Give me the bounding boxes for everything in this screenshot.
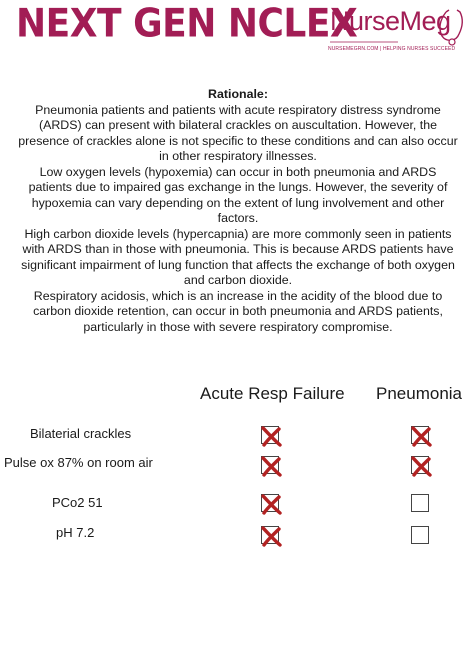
x-mark-icon [409,424,433,448]
rationale-paragraph: Low oxygen levels (hypoxemia) can occur in both pneumonia and ARDS patients due to impaired gas exchange in the lungs. However, the severity of hypoxemia can vary depending on the extent of lung involvement and other factors. [28,164,448,225]
row-label-bilateral-crackles: Bilaterial crackles [30,426,132,441]
brand-tagline-text: HELPING NURSES SUCCEED [382,46,456,52]
brand-tagline [328,46,455,52]
x-mark-icon [259,454,283,478]
checkbox-checked[interactable] [411,456,429,474]
rationale-paragraph: High carbon dioxide levels (hypercapnia) are more commonly seen in patients with ARDS than in those with pneumonia. This is because ARDS patients have significant impairment of lung function that affects the exchange of both oxygen and carbon dioxide. [21,226,455,287]
brand-divider: | [380,46,383,52]
checkbox-unchecked[interactable] [411,494,429,512]
brand-logo [328,6,468,56]
column-header-pneumonia: Pneumonia [376,384,463,403]
rationale-paragraph: Respiratory acidosis, which is an increase in the acidity of the blood due to carbon dioxide retention, can occur in both pneumonia and ARDS patients, particularly in those with severe respiratory compromise. [33,288,443,334]
checkbox-checked[interactable] [411,426,429,444]
x-mark-icon [259,424,283,448]
checkbox-checked[interactable] [261,426,279,444]
x-mark-icon [409,454,433,478]
stethoscope-icon [328,6,468,48]
page-title: NEXT GEN NCLEX [16,2,358,47]
rationale-heading: Rationale: [208,87,268,101]
rationale-section [18,87,458,335]
checkbox-checked[interactable] [261,456,279,474]
checkbox-checked[interactable] [261,494,279,512]
column-header-acute-resp-failure: Acute Resp Failure [200,384,345,403]
brand-url: NURSEMEGRN.COM [328,46,379,52]
row-label-pulse-ox: Pulse ox 87% on room air [4,455,153,470]
x-mark-icon [259,524,283,548]
row-label-pco2: PCo2 51 [52,495,103,510]
rationale-paragraph: Pneumonia patients and patients with acute respiratory distress syndrome (ARDS) can present with bilateral crackles on auscultation. However, the presence of crackles alone is not specific to these conditions and can also occur in other respiratory illnesses. [18,102,458,163]
checkbox-unchecked[interactable] [411,526,429,544]
x-mark-icon [259,492,283,516]
row-label-ph: pH 7.2 [56,525,95,540]
brand-name: NurseMeg [330,6,451,36]
checkbox-checked[interactable] [261,526,279,544]
